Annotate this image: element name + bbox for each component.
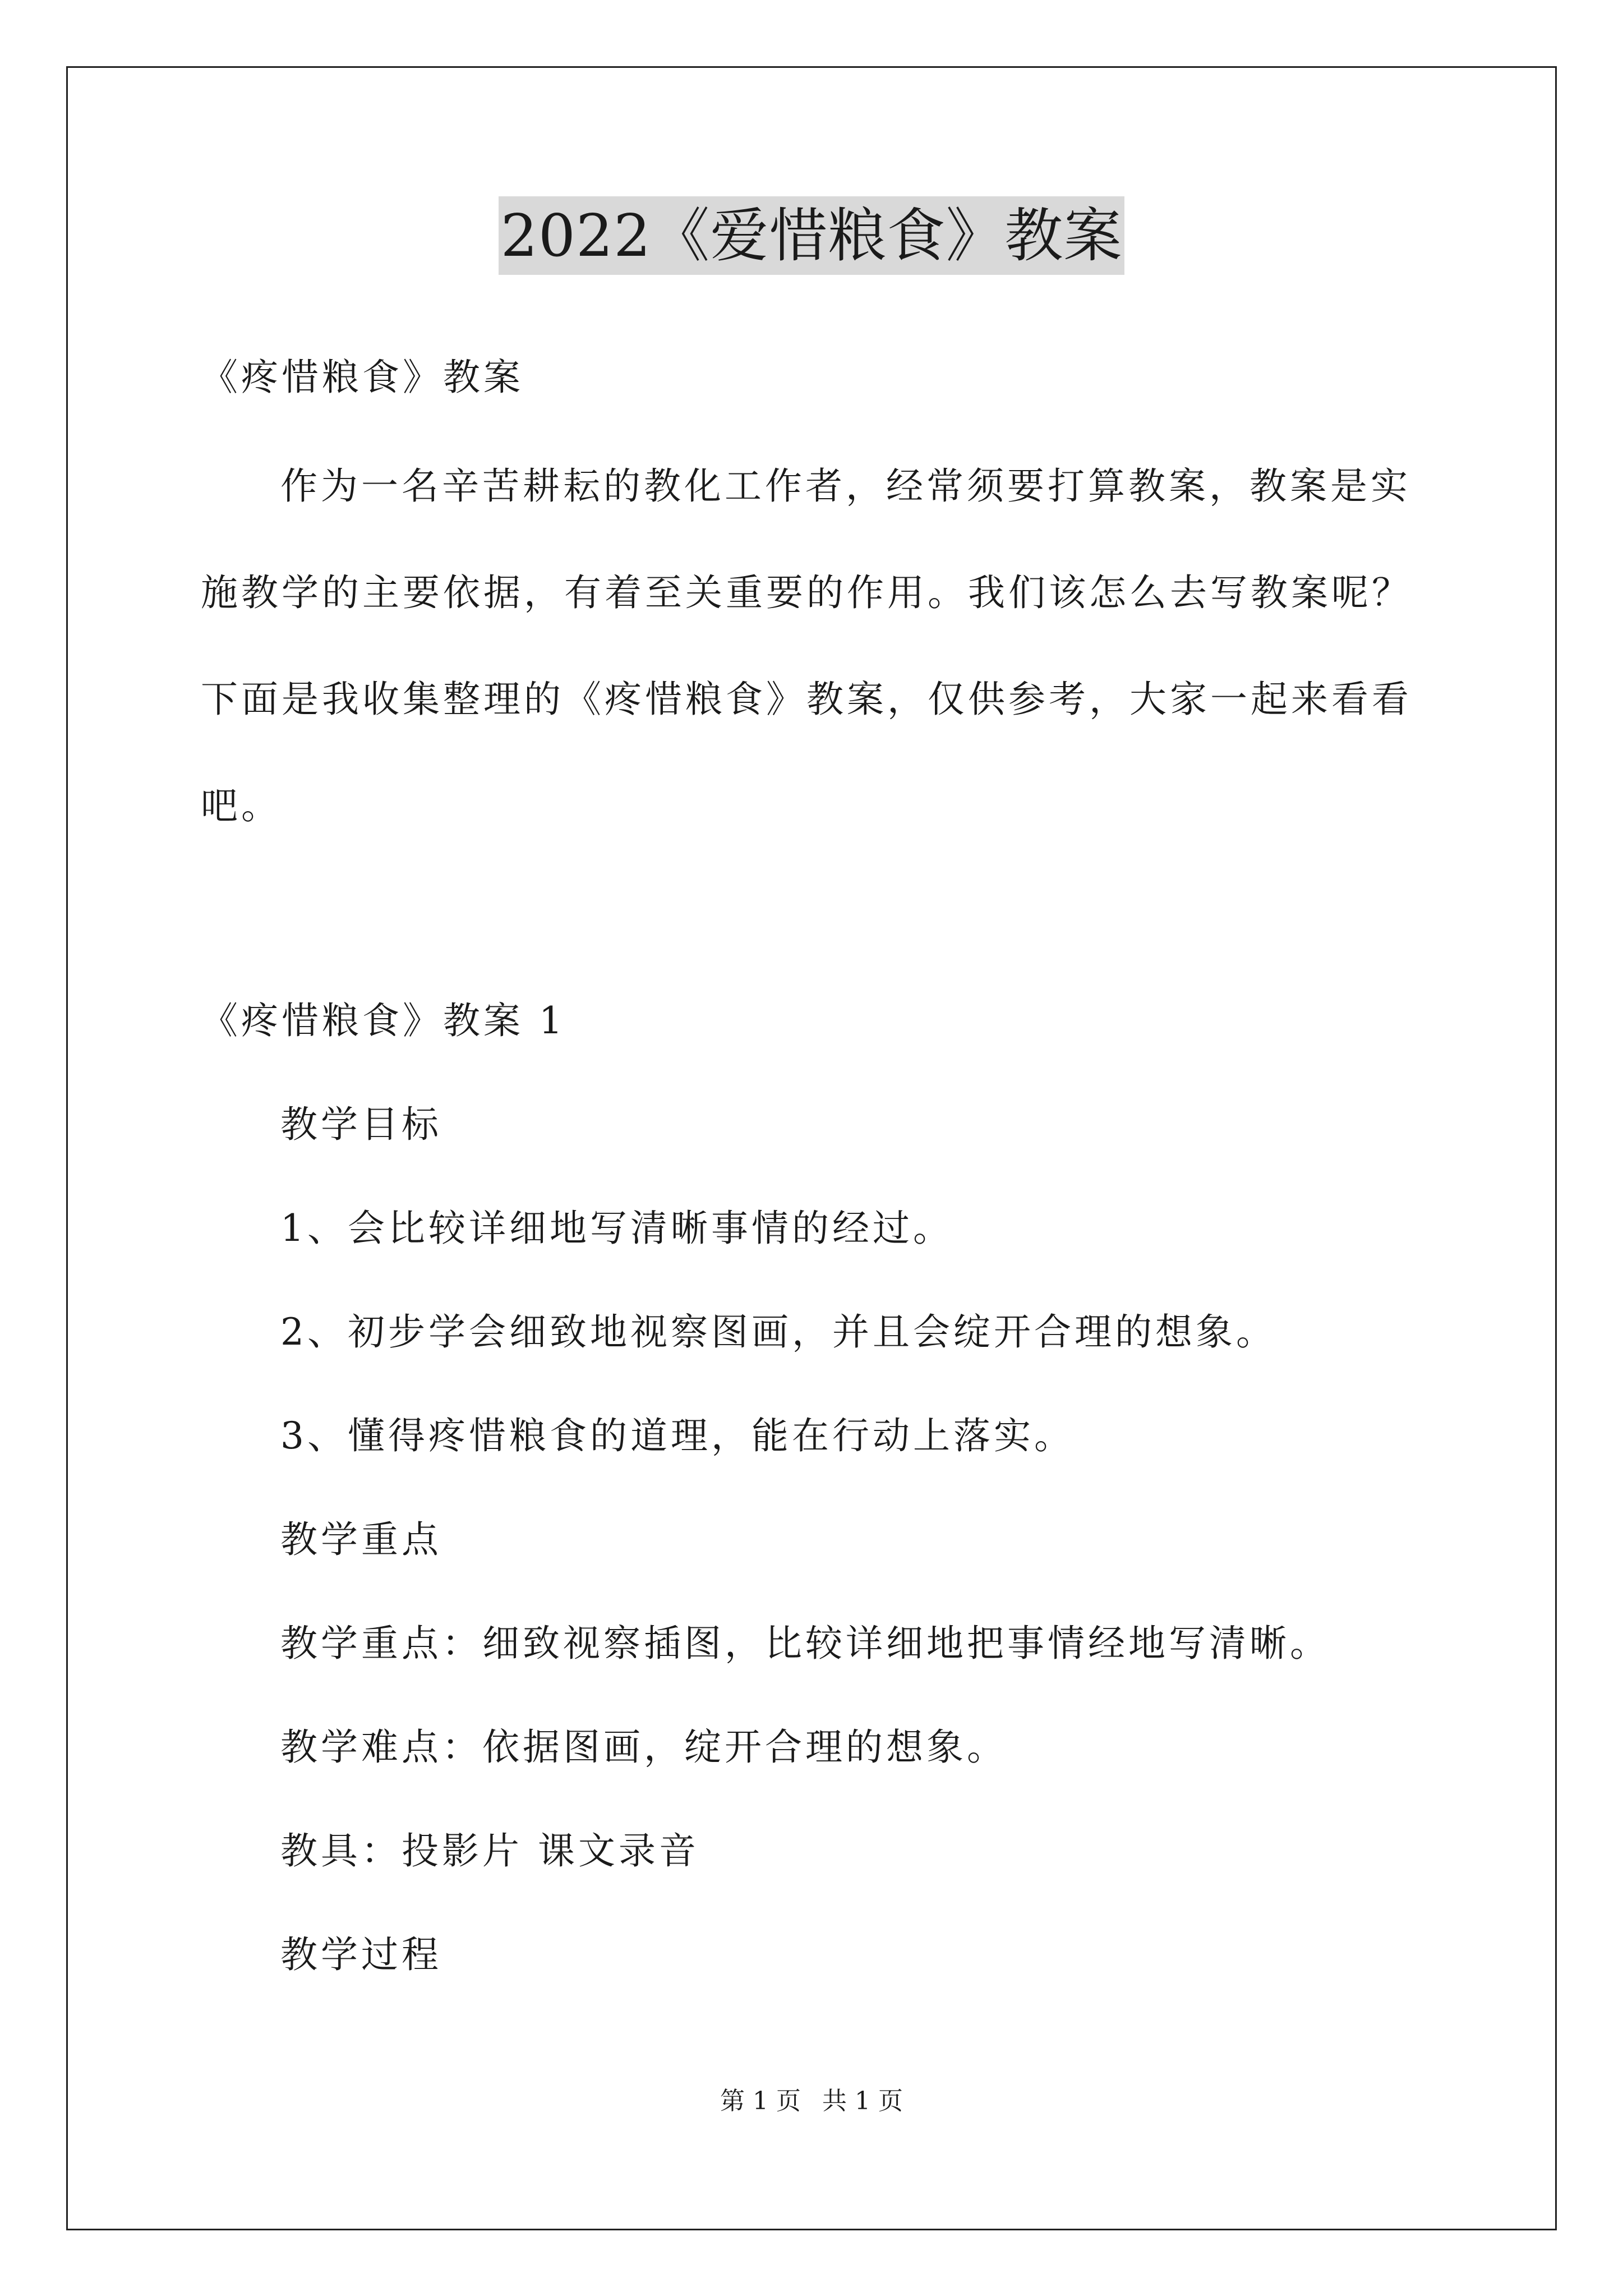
goal-item-2: 2、初步学会细致地视察图画，并且会绽开合理的想象。: [280, 1310, 1276, 1354]
focus-text: 教学重点：细致视察插图，比较详细地把事情经地写清晰。: [280, 1622, 1330, 1665]
intro-line-3: 下面是我收集整理的《疼惜粮食》教案，仅供参考，大家一起来看看: [201, 678, 1412, 721]
page-total: 共 1 页: [822, 2087, 903, 2115]
page-footer: [0, 2085, 1623, 2118]
section-heading: 《疼惜粮食》教案 1: [201, 999, 566, 1042]
intro-line-2: 施教学的主要依据，有着至关重要的作用。我们该怎么去写教案呢？: [201, 571, 1412, 614]
intro-line-4: 吧。: [201, 784, 282, 827]
process-heading: 教学过程: [280, 1933, 442, 1976]
tools-text: 教具：投影片 课文录音: [280, 1829, 699, 1872]
subtitle: 《疼惜粮食》教案: [201, 356, 524, 399]
document-title: 2022《爱惜粮食》教案: [499, 196, 1125, 275]
difficulty-text: 教学难点：依据图画，绽开合理的想象。: [280, 1726, 1007, 1769]
page-number: 第 1 页: [720, 2087, 801, 2115]
goal-item-1: 1、会比较详细地写清晰事情的经过。: [280, 1207, 953, 1250]
goals-heading: 教学目标: [280, 1103, 442, 1146]
intro-line-1: 作为一名辛苦耕耘的教化工作者，经常须要打算教案，教案是实: [280, 464, 1411, 508]
goal-item-3: 3、懂得疼惜粮食的道理，能在行动上落实。: [280, 1414, 1075, 1457]
focus-heading: 教学重点: [280, 1518, 442, 1561]
title-container: [0, 196, 1623, 275]
